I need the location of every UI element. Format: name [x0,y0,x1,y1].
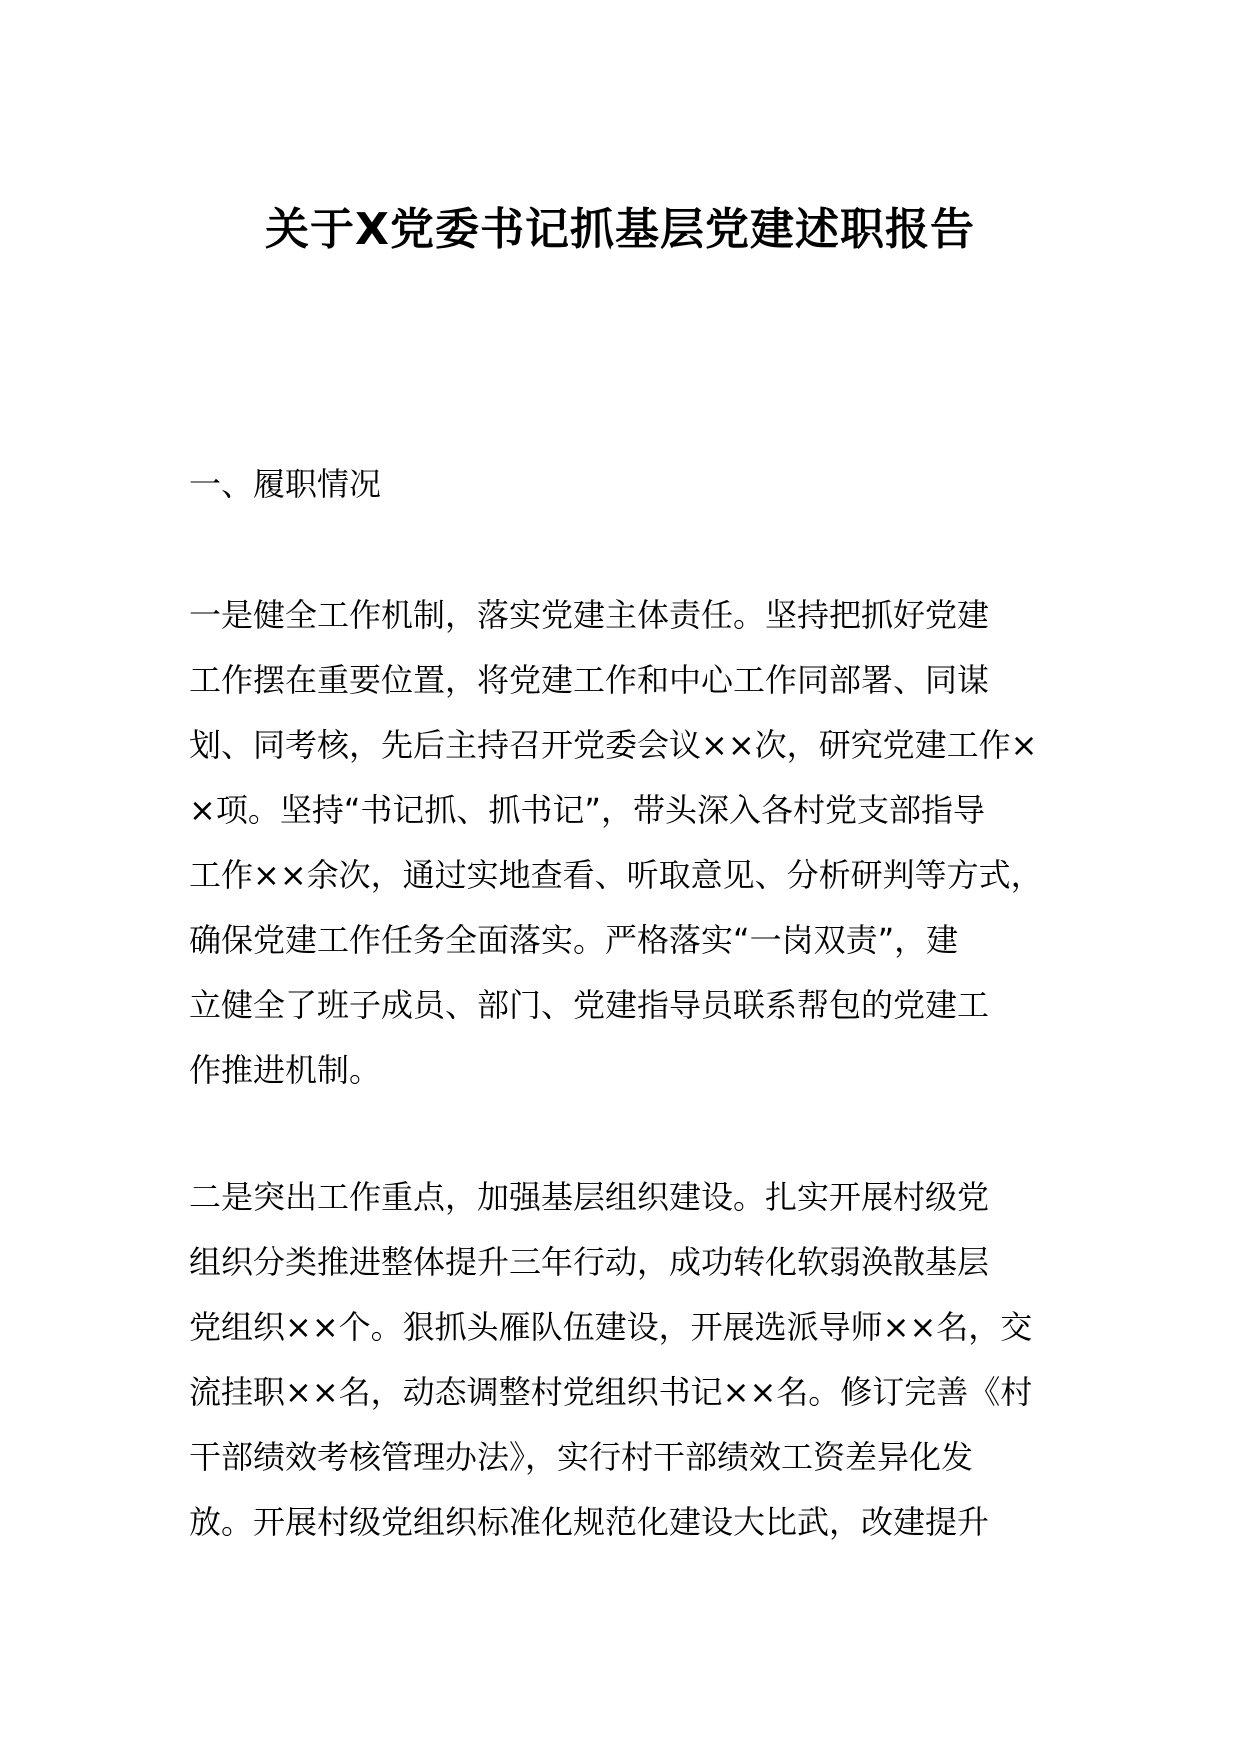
paragraph-line: 工作摆在重要位置，将党建工作和中心工作同部署、同谋 [189,661,990,699]
paragraph-2 [189,1165,1069,1555]
paragraph-1 [189,583,1069,1103]
paragraph-line: 立健全了班子成员、部门、党建指导员联系帮包的党建工 [189,986,990,1024]
paragraph-line: 工作××余次，通过实地查看、听取意见、分析研判等方式， [189,856,1043,894]
paragraph-line: 党组织××个。狠抓头雁队伍建设，开展选派导师××名，交 [189,1308,1033,1346]
paragraph-line: 一是健全工作机制，落实党建主体责任。坚持把抓好党建 [189,596,990,634]
paragraph-line: 干部绩效考核管理办法》，实行村干部绩效工资差异化发 [189,1438,974,1476]
paragraph-line: 放。开展村级党组织标准化规范化建设大比武，改建提升 [189,1503,990,1541]
paragraph-line: 作推进机制。 [189,1051,382,1089]
paragraph-line: 二是突出工作重点，加强基层组织建设。扎实开展村级党 [189,1178,990,1216]
paragraph-line: ×项。坚持“书记抓、抓书记”，带头深入各村党支部指导 [189,791,985,829]
section-heading: 一、履职情况 [189,465,382,503]
paragraph-line: 组织分类推进整体提升三年行动，成功转化软弱涣散基层 [189,1243,990,1281]
paragraph-line: 确保党建工作任务全面落实。严格落实“一岗双责”，建 [189,921,959,959]
paragraph-line: 流挂职××名，动态调整村党组织书记××名。修订完善《村 [189,1373,1033,1411]
document-title: 关于X党委书记抓基层党建述职报告 [265,204,975,255]
paragraph-line: 划、同考核，先后主持召开党委会议××次，研究党建工作× [189,726,1038,764]
